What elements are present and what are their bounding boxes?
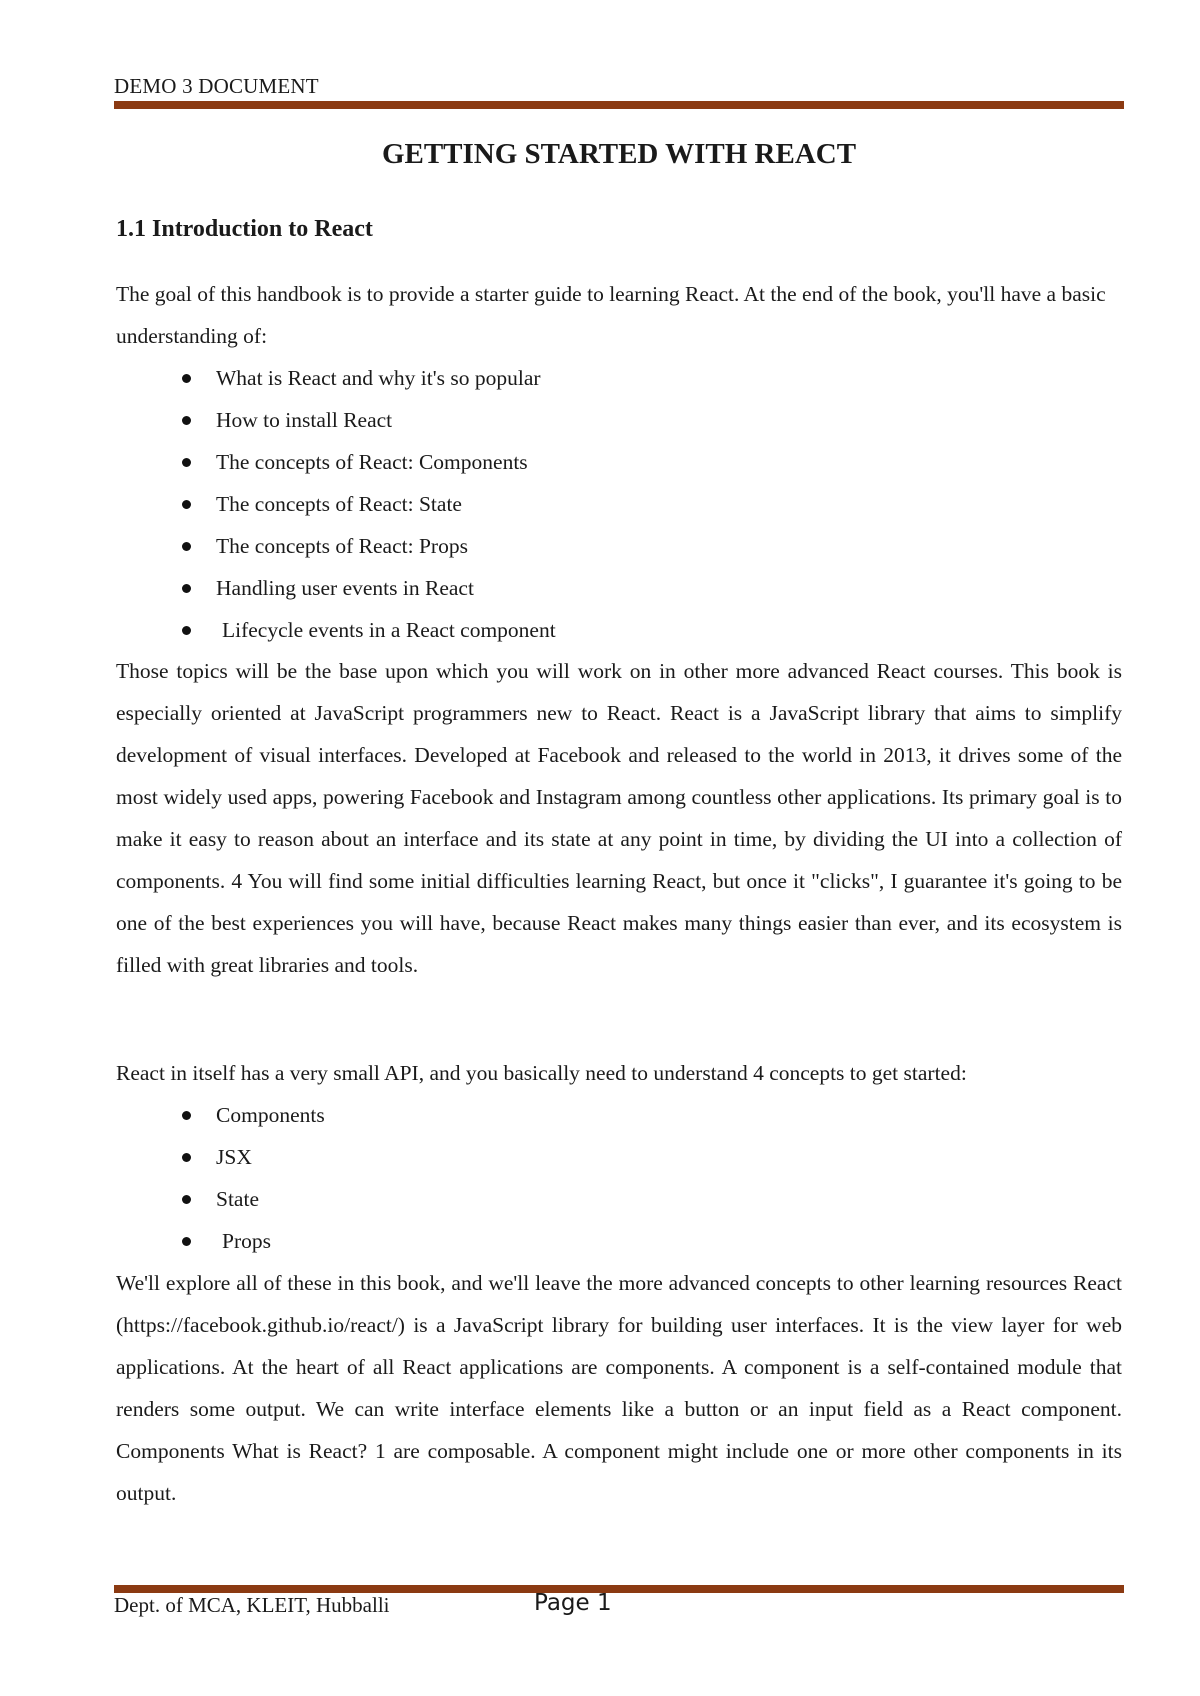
bullet-icon xyxy=(182,458,191,467)
paragraph-text: We'll explore all of these in this book, and we'll leave the more advanced concepts to other learning resources React (https://facebook.github.io/react/) is a JavaScript library for building user interfaces. It is the view layer for web applications. At the heart of all React applications are components. A component is a self-contained module that renders some output. We can write interface elements like a button or an input field as a React component. Components What is React? 1 are composable. A component might include one or more other components in its output. xyxy=(116,1271,1122,1505)
bullet-icon xyxy=(182,374,191,383)
list-item: Props xyxy=(170,1220,325,1262)
bullet-icon xyxy=(182,542,191,551)
bullet-icon xyxy=(182,1111,191,1120)
bullet-icon xyxy=(182,1153,191,1162)
list-item: The concepts of React: Components xyxy=(170,441,556,483)
paragraph-text: React in itself has a very small API, and you basically need to understand 4 concepts to get started: xyxy=(116,1061,967,1085)
list-item: JSX xyxy=(170,1136,325,1178)
bullet-icon xyxy=(182,584,191,593)
paragraph-text: Those topics will be the base upon which you will work on in other more advanced React courses. This book is especially oriented at JavaScript programmers new to React. React is a JavaScript library that aims to simplify development of visual interfaces. Developed at Facebook and released to the world in 2013, it drives some of the most widely used apps, powering Facebook and Instagram among countless other applications. Its primary goal is to make it easy to reason about an interface and its state at any point in time, by dividing the UI into a collection of components. 4 You will find some initial difficulties learning React, but once it "clicks", I guarantee it's going to be one of the best experiences you will have, because React makes many things easier than ever, and its ecosystem is filled with great libraries and tools. xyxy=(116,659,1122,977)
list-item: The concepts of React: Props xyxy=(170,525,556,567)
body-paragraph-3 xyxy=(116,1262,1122,1514)
intro-text: The goal of this handbook is to provide a starter guide to learning React. At the end of the book, you'll have a basic understanding of: xyxy=(116,282,1106,348)
topics-list xyxy=(170,357,556,651)
list-item: The concepts of React: State xyxy=(170,483,556,525)
list-item: Lifecycle events in a React component xyxy=(170,609,556,651)
bullet-icon xyxy=(182,626,191,635)
intro-paragraph xyxy=(116,273,1122,357)
body-paragraph-1 xyxy=(116,650,1122,986)
header-rule xyxy=(114,101,1124,109)
list-item: Components xyxy=(170,1094,325,1136)
document-title: GETTING STARTED WITH REACT xyxy=(381,138,857,170)
page-header: DEMO 3 DOCUMENT xyxy=(114,74,319,98)
bullet-icon xyxy=(182,1237,191,1246)
list-item: State xyxy=(170,1178,325,1220)
list-item: What is React and why it's so popular xyxy=(170,357,556,399)
list-item: How to install React xyxy=(170,399,556,441)
bullet-icon xyxy=(182,1195,191,1204)
body-paragraph-2 xyxy=(116,1052,1122,1094)
footer-department: Dept. of MCA, KLEIT, Hubballi xyxy=(114,1593,390,1617)
bullet-icon xyxy=(182,416,191,425)
footer-rule xyxy=(114,1585,1124,1593)
concepts-list xyxy=(170,1094,325,1262)
bullet-icon xyxy=(182,500,191,509)
page-number: Page 1 xyxy=(534,1590,612,1616)
section-heading: 1.1 Introduction to React xyxy=(116,216,373,242)
list-item: Handling user events in React xyxy=(170,567,556,609)
